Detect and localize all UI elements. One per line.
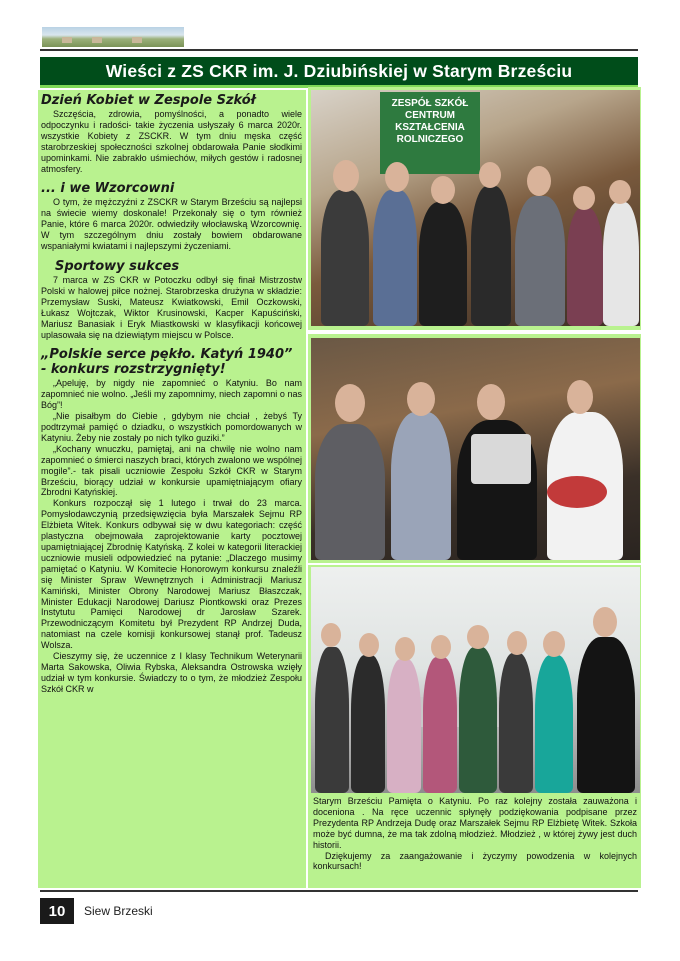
school-sign: ZESPÓŁ SZKÓŁ CENTRUM KSZTAŁCENIA ROLNICZEGO [380,92,480,174]
page-number: 10 [40,898,74,924]
person-figure [535,655,573,793]
paragraph: 7 marca w ZS CKR w Potoczku odbył się finał Mistrzostw Polski w halowej piłce nożnej. Starobrzeska drużyna w składzie: Przemysław Suski, Mateusz Kwiatkowski, Emil Oczkowski, Łukasz Wojtczak, Wiktor Krusinowski, Kacper Kapuściński, Mariusz Banasiak i Eryk Miastkowski w klasyfikacji końcowej uplasowała się na dziewiątym miejscu w Polsce. [41,274,302,340]
person-head [333,160,359,192]
paragraph: Cieszymy się, że uczennice z I klasy Technikum Weterynarii Marta Sakowska, Oliwia Rybska, Aleksandra Ostrowska wzięły udział w tym konkursie. Świadczy to o tym, że młodzież Zespołu Szkół CKR w [41,651,302,694]
person-head [567,380,593,414]
person-head [431,176,455,204]
person-figure [459,647,497,793]
person-figure [315,424,385,560]
person-head [609,180,631,204]
top-rule [40,49,638,51]
paragraph: „Nie pisałbym do Ciebie , gdybym nie chciał , żebyś Ty podtrzymał pamięć o dziadku, o wszystkich pomordowanych w Katyniu. Żeby nie zostały po nich tylko guziki.” [41,411,302,443]
paragraph: „Apeluję, by nigdy nie zapomnieć o Katyniu. Bo nam zapomnieć nie wolno. „Jeśli my zapomnimy, niech zapomni o nas Bóg”! [41,378,302,411]
person-head [527,166,551,196]
person-head [359,633,379,657]
person-head [477,384,505,420]
header-landscape-thumbnail [42,27,184,47]
person-figure [321,190,369,326]
person-head [543,631,565,657]
person-figure [567,208,603,326]
flower-basket-shape [547,476,607,508]
person-head [321,623,341,647]
person-figure [603,202,639,326]
person-figure [387,659,421,793]
person-figure [315,647,349,793]
person-figure [373,190,417,326]
paragraph: O tym, że mężczyźni z ZSCKR w Starym Brześciu są najlepsi na świecie wiemy doskonale! Przekonały się o tym również Panie, które 6 marca 2020r. odwiedziły włocławską Wzorcownię. W tym szczególnym dniu zostały bowiem obdarowane wspaniałymi kwiatami i najlepszymi życzeniami. [41,197,302,252]
person-head [593,607,617,637]
person-figure [391,412,451,560]
person-head [335,384,365,422]
publication-name: Siew Brzeski [84,904,153,918]
section-title: Dzień Kobiet w Zespole Szkół [41,93,256,108]
house-shape [92,37,102,43]
section-title: Sportowy sukces [55,258,180,274]
section-title: ... i we Wzorcowni [41,181,175,197]
article-continuation [308,793,641,888]
person-figure [419,202,467,326]
person-head [385,162,409,192]
paragraph: Starym Brześciu Pamięta o Katyniu. Po raz kolejny została zauważona i doceniona . Na ręce uczennic spłynęły podziękowania podpisane przez Prezydenta RP Andrzeja Dudę oraz Marszałek Sejmu RP Elżbietę Witek. Szkoła może być dumna, że ma tak zdolną młodzież. Młodzież , w której żywy jest duch historii. [313,796,637,850]
house-shape [132,37,142,43]
person-figure [499,653,533,793]
photo-katyn-contest-group [311,567,640,793]
article-column [38,90,306,888]
photo-womens-day-group [311,90,640,326]
paragraph: „Kochany wnuczku, pamiętaj, ani na chwilę nie wolno nam zapomnieć o śmierci naszych braci, których zwalono we wspólnej mogile”.- tak pisali uczniowie Zespołu Szkół CKR w Starym Brześciu, biorący udział w konkursie upamiętniającym ofiary Zbrodni Katyńskiej. [41,443,302,498]
person-figure [577,637,635,793]
bottom-rule [40,890,638,892]
person-figure [515,196,565,326]
person-head [431,635,451,659]
person-figure [423,657,457,793]
person-head [467,625,489,649]
paragraph: Dziękujemy za zaangażowanie i życzymy powodzenia w kolejnych konkursach! [313,850,637,872]
person-head [407,382,435,416]
paragraph: Szczęścia, zdrowia, pomyślności, a ponadto wiele odpoczynku i radości- takie życzenia usłyszały 6 marca 2020r. wszystkie Kobiety z ZSCKR. W tym dniu męska część starobrzeskiej społeczności szkolnej obdarowała Panie słodkimi upominkami. Nie zabrakło uśmiechów, miłych gestów i radosnej atmosfery. [41,109,302,174]
person-head [573,186,595,210]
section-title: „Polskie serce pękło. Katyń 1940” - konkurs rozstrzygnięty! [41,347,293,378]
person-figure [351,655,385,793]
accordion-shape [471,434,531,484]
photo-showroom-students [311,338,640,560]
house-shape [62,37,72,43]
person-head [395,637,415,661]
page-title: Wieści z ZS CKR im. J. Dziubińskiej w Starym Brześciu [40,57,638,88]
person-figure [471,186,511,326]
person-head [507,631,527,655]
person-head [479,162,501,188]
paragraph: Konkurs rozpoczął się 1 lutego i trwał do 23 marca. Pomysłodawczynią przedsięwzięcia była Marszałek Sejmu RP Elżbieta Witek. Konkurs odbywał się w dwu kategoriach: część plastyczna obejmowała zaprojektowanie karty pocztowej upamiętniającej Zbrodnię Katyńską. Z kolei w kategorii literackiej uczniowie musieli odpowiedzieć na pytanie: „Dlaczego musimy pamiętać o Katyniu. W Komitecie Honorowym konkursu znaleźli się Minister Spraw Wewnętrznych i Administracji Mariusz Kamiński, Minister Obrony Narodowej Mariusz Błaszczak, Minister Edukacji Narodowej Dariusz Piontkowski oraz Prezes Instytutu Pamięci Narodowej dr Jarosław Szarek. Przewodniczącym Komitetu był Prezydent RP Andrzej Duda, natomiast na czele komisji konkursowej stanął prof. Tadeusz Wolsza. [41,498,302,651]
